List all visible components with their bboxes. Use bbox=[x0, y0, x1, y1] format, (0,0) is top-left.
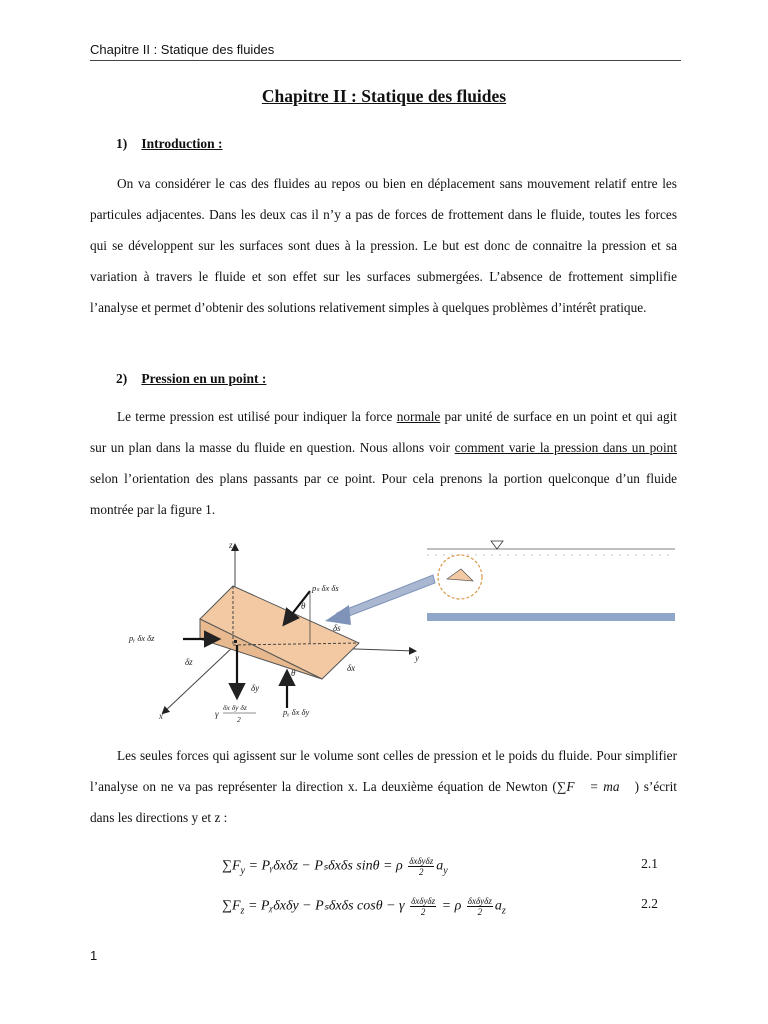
water-surface-marker bbox=[491, 541, 503, 549]
py-label: pᵧ δx δz bbox=[129, 633, 155, 643]
weight-frac-num: δx δy δz bbox=[223, 703, 247, 712]
eq-lhs-sub: z bbox=[240, 905, 245, 917]
eq-tail-sub: z bbox=[501, 905, 506, 917]
eq-fraction bbox=[408, 856, 434, 877]
section-title: Introduction : bbox=[141, 136, 223, 151]
y-axis-label: y bbox=[415, 653, 419, 663]
frac-den: 2 bbox=[477, 907, 483, 917]
pointer-arrow bbox=[337, 575, 435, 619]
eq-fraction bbox=[410, 896, 436, 917]
text-run: ) s’écrit dans les directions y et z : bbox=[90, 779, 677, 825]
section-number: 1) bbox=[116, 136, 128, 151]
page-number: 1 bbox=[90, 948, 98, 963]
section-title: Pression en un point : bbox=[141, 371, 267, 386]
x-axis-label: x bbox=[159, 711, 163, 721]
eq-lhs: ∑F bbox=[222, 898, 241, 914]
eq-tail-sub: y bbox=[443, 865, 448, 877]
theta-top-label: θ bbox=[301, 601, 306, 611]
equation-2-1 bbox=[222, 856, 682, 877]
pressure-paragraph bbox=[90, 401, 677, 525]
eq-expr: = Pᵪδxδy − Pₛδxδs cosθ − γ bbox=[244, 898, 409, 914]
text-run: Le terme pression est utilisé pour indiquer la force bbox=[117, 409, 397, 424]
intro-paragraph: On va considérer le cas des fluides au repos ou bien en déplacement sans mouvement relatif entre les particules adjacentes. Dans les deux cas il n’y a pas de forces de frottement dans le fluide, toutes les forces qui se développent sur les surfaces sont dues à la pression. Le but est donc de connaitre la pression et sa variation à travers le fluide et son effet sur les surfaces submergées. L’absence de frottement simplifie l’analyse et permet d’obtenir des solutions relativement simples à quelques problèmes d’intérêt pratique. bbox=[90, 176, 677, 315]
frac-den: 2 bbox=[420, 907, 426, 917]
frac-num: δxδyδz bbox=[467, 896, 492, 906]
eq-tail: a bbox=[436, 858, 444, 874]
bottom-wall bbox=[427, 613, 675, 621]
section-heading-pression bbox=[116, 371, 266, 387]
dy-label: δy bbox=[251, 683, 260, 693]
z-axis-label: z bbox=[229, 540, 233, 550]
eq-lhs-sub: y bbox=[240, 865, 245, 877]
pz-label: pᵪ δx δy bbox=[283, 707, 310, 717]
frac-num: δxδyδz bbox=[409, 856, 434, 866]
underlined-phrase: comment varie la pression dans un point bbox=[454, 440, 677, 455]
header-rule bbox=[90, 60, 681, 61]
theta-bottom-label: θ bbox=[291, 668, 296, 678]
section-heading-introduction bbox=[116, 136, 223, 152]
text-run: par unité de surface en un point et qui agit sur un plan dans la masse du fluide en question. Nous allons voir bbox=[90, 409, 677, 455]
eq-fraction-2 bbox=[467, 896, 493, 917]
running-header: Chapitre II : Statique des fluides bbox=[90, 42, 275, 57]
dx-label: δx bbox=[347, 663, 356, 673]
chapter-title: Chapitre II : Statique des fluides bbox=[261, 86, 507, 106]
underlined-term: normale bbox=[396, 409, 441, 424]
weight-frac-den: 2 bbox=[237, 715, 241, 724]
center-point bbox=[234, 640, 237, 643]
text-run: selon l’orientation des plans passants par ce point. Pour cela prenons la portion quelconque d’un fluide montrée par la figure 1. bbox=[90, 471, 677, 517]
equation-2-2 bbox=[222, 896, 682, 917]
pointer-arrow-head bbox=[325, 605, 351, 625]
eq-mid: = ρ bbox=[438, 898, 465, 914]
forces-paragraph bbox=[90, 740, 677, 833]
text-run: Les seules forces qui agissent sur le volume sont celles de pression et le poids du fluide. Pour simplifier l’analyse on ne va pas représenter la direction x. La deuxième équation de Newton ( bbox=[90, 748, 677, 794]
ds-label: δs bbox=[333, 623, 341, 633]
ps-label: pₛ δx δs bbox=[312, 583, 339, 593]
section-number: 2) bbox=[116, 371, 128, 386]
frac-num: δxδyδz bbox=[411, 896, 436, 906]
weight-gamma: γ bbox=[215, 709, 219, 719]
equation-number: 2.1 bbox=[641, 856, 658, 871]
eq-tail: a bbox=[494, 898, 502, 914]
eq-lhs: ∑F bbox=[222, 858, 241, 874]
frac-den: 2 bbox=[418, 867, 424, 877]
dz-label: δz bbox=[185, 657, 193, 667]
newton-formula: ∑F⃗ = ma⃗ bbox=[556, 779, 630, 794]
equation-number: 2.2 bbox=[641, 896, 658, 911]
eq-expr: = Pᵧδxδz − Pₛδxδs sinθ = ρ bbox=[245, 858, 407, 874]
figure-fluid-wedge bbox=[115, 533, 679, 729]
